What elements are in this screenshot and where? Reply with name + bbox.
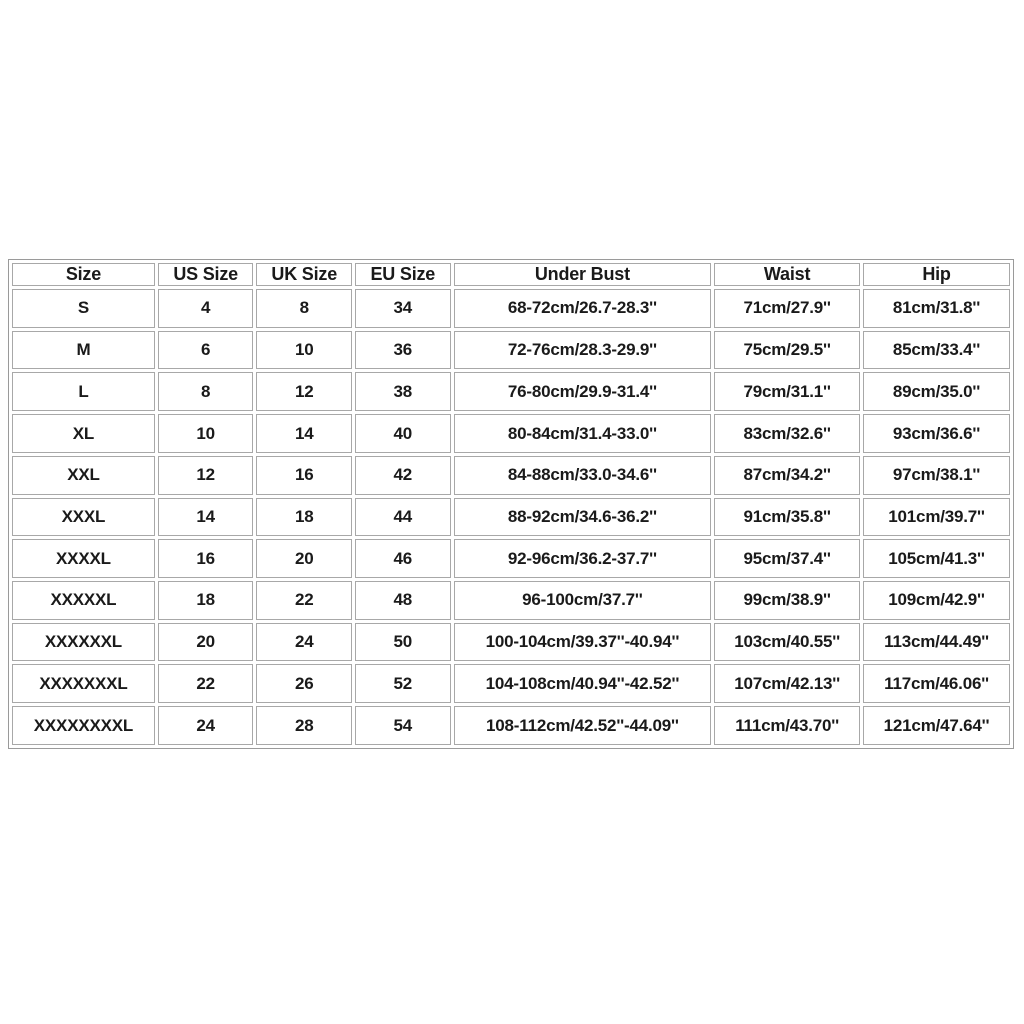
cell-size: L (12, 372, 155, 411)
header-uk-size: UK Size (256, 263, 352, 286)
header-size: Size (12, 263, 155, 286)
table-row (12, 331, 1010, 370)
cell-size: S (12, 289, 155, 328)
cell-under-bust: 92-96cm/36.2-37.7'' (454, 539, 712, 578)
cell-hip: 97cm/38.1'' (863, 456, 1010, 495)
cell-under-bust: 72-76cm/28.3-29.9'' (454, 331, 712, 370)
cell-hip: 101cm/39.7'' (863, 498, 1010, 537)
cell-us-size: 16 (158, 539, 254, 578)
size-chart (8, 259, 1014, 749)
cell-under-bust: 108-112cm/42.52''-44.09'' (454, 706, 712, 745)
cell-eu-size: 46 (355, 539, 451, 578)
cell-hip: 81cm/31.8'' (863, 289, 1010, 328)
cell-eu-size: 50 (355, 623, 451, 662)
cell-waist: 91cm/35.8'' (714, 498, 860, 537)
cell-size: XXXXXXXXL (12, 706, 155, 745)
cell-under-bust: 96-100cm/37.7'' (454, 581, 712, 620)
cell-hip: 105cm/41.3'' (863, 539, 1010, 578)
cell-uk-size: 18 (256, 498, 352, 537)
cell-size: XL (12, 414, 155, 453)
cell-size: XXXL (12, 498, 155, 537)
cell-us-size: 8 (158, 372, 254, 411)
header-row (12, 263, 1010, 286)
table-row (12, 539, 1010, 578)
cell-size: XXXXXL (12, 581, 155, 620)
cell-us-size: 10 (158, 414, 254, 453)
header-eu-size: EU Size (355, 263, 451, 286)
size-table (9, 260, 1013, 748)
header-under-bust: Under Bust (454, 263, 712, 286)
cell-under-bust: 104-108cm/40.94''-42.52'' (454, 664, 712, 703)
table-row (12, 414, 1010, 453)
cell-waist: 95cm/37.4'' (714, 539, 860, 578)
cell-waist: 71cm/27.9'' (714, 289, 860, 328)
cell-waist: 107cm/42.13'' (714, 664, 860, 703)
cell-uk-size: 10 (256, 331, 352, 370)
cell-uk-size: 20 (256, 539, 352, 578)
cell-us-size: 4 (158, 289, 254, 328)
cell-under-bust: 88-92cm/34.6-36.2'' (454, 498, 712, 537)
cell-under-bust: 68-72cm/26.7-28.3'' (454, 289, 712, 328)
cell-eu-size: 40 (355, 414, 451, 453)
cell-under-bust: 84-88cm/33.0-34.6'' (454, 456, 712, 495)
table-row (12, 664, 1010, 703)
cell-hip: 93cm/36.6'' (863, 414, 1010, 453)
cell-eu-size: 48 (355, 581, 451, 620)
cell-us-size: 18 (158, 581, 254, 620)
cell-us-size: 22 (158, 664, 254, 703)
cell-size: XXXXXXXL (12, 664, 155, 703)
table-row (12, 456, 1010, 495)
header-hip: Hip (863, 263, 1010, 286)
cell-waist: 83cm/32.6'' (714, 414, 860, 453)
cell-hip: 89cm/35.0'' (863, 372, 1010, 411)
cell-waist: 111cm/43.70'' (714, 706, 860, 745)
cell-hip: 109cm/42.9'' (863, 581, 1010, 620)
cell-size: XXXXL (12, 539, 155, 578)
cell-waist: 79cm/31.1'' (714, 372, 860, 411)
table-row (12, 581, 1010, 620)
table-row (12, 706, 1010, 745)
header-us-size: US Size (158, 263, 254, 286)
cell-uk-size: 8 (256, 289, 352, 328)
cell-waist: 99cm/38.9'' (714, 581, 860, 620)
table-row (12, 623, 1010, 662)
cell-eu-size: 52 (355, 664, 451, 703)
cell-hip: 117cm/46.06'' (863, 664, 1010, 703)
cell-size: XXXXXXL (12, 623, 155, 662)
cell-us-size: 24 (158, 706, 254, 745)
cell-uk-size: 22 (256, 581, 352, 620)
cell-eu-size: 34 (355, 289, 451, 328)
cell-hip: 85cm/33.4'' (863, 331, 1010, 370)
cell-us-size: 14 (158, 498, 254, 537)
cell-size: M (12, 331, 155, 370)
cell-waist: 103cm/40.55'' (714, 623, 860, 662)
cell-waist: 75cm/29.5'' (714, 331, 860, 370)
cell-uk-size: 12 (256, 372, 352, 411)
cell-uk-size: 14 (256, 414, 352, 453)
table-row (12, 289, 1010, 328)
cell-us-size: 12 (158, 456, 254, 495)
cell-hip: 113cm/44.49'' (863, 623, 1010, 662)
cell-eu-size: 44 (355, 498, 451, 537)
cell-eu-size: 36 (355, 331, 451, 370)
cell-uk-size: 26 (256, 664, 352, 703)
cell-size: XXL (12, 456, 155, 495)
table-row (12, 372, 1010, 411)
cell-eu-size: 54 (355, 706, 451, 745)
cell-under-bust: 76-80cm/29.9-31.4'' (454, 372, 712, 411)
table-row (12, 498, 1010, 537)
cell-us-size: 20 (158, 623, 254, 662)
cell-eu-size: 38 (355, 372, 451, 411)
cell-uk-size: 24 (256, 623, 352, 662)
cell-hip: 121cm/47.64'' (863, 706, 1010, 745)
cell-eu-size: 42 (355, 456, 451, 495)
cell-us-size: 6 (158, 331, 254, 370)
header-waist: Waist (714, 263, 860, 286)
cell-waist: 87cm/34.2'' (714, 456, 860, 495)
cell-uk-size: 16 (256, 456, 352, 495)
cell-under-bust: 80-84cm/31.4-33.0'' (454, 414, 712, 453)
cell-under-bust: 100-104cm/39.37''-40.94'' (454, 623, 712, 662)
cell-uk-size: 28 (256, 706, 352, 745)
